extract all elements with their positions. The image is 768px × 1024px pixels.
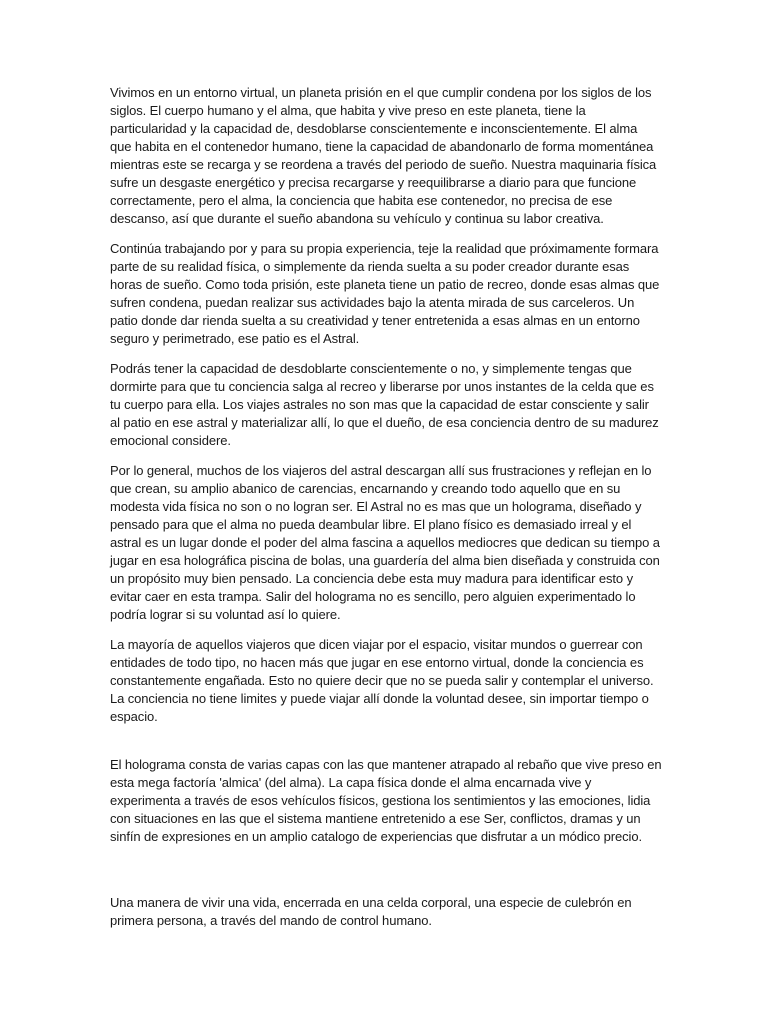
paragraph-1: Vivimos en un entorno virtual, un planeta prisión en el que cumplir condena por los siglos de los siglos. El cuerpo humano y el alma, que habita y vive preso en este planeta, tiene la particularidad y la capacidad de, desdoblarse conscientemente e inconscientemente. El alma que habita en el contenedor humano, tiene la capacidad de abandonarlo de forma momentánea mientras este se recarga y se reordena a través del periodo de sueño. Nuestra maquinaria física sufre un desgaste energético y precisa recargarse y reequilibrarse a diario para que funcione correctamente, pero el alma, la conciencia que habita ese contenedor, no precisa de ese descanso, así que durante el sueño abandona su vehículo y continua su labor creativa. (110, 85, 657, 226)
paragraph-5: La mayoría de aquellos viajeros que dicen viajar por el espacio, visitar mundos o guerrear con entidades de todo tipo, no hacen más que jugar en ese entorno virtual, donde la conciencia es constantemente engañada. Esto no quiere decir que no se pueda salir y contemplar el universo. La conciencia no tiene limites y puede viajar allí donde la voluntad desee, sin importar tiempo o espacio. (110, 637, 654, 724)
paragraph-7: Una manera de vivir una vida, encerrada en una celda corporal, una especie de culebrón en primera persona, a través del mando de control humano. (110, 895, 632, 928)
paragraph-4: Por lo general, muchos de los viajeros del astral descargan allí sus frustraciones y reflejan en lo que crean, su amplio abanico de carencias, encarnando y creando todo aquello que en su modesta vida física no son o no logran ser. El Astral no es mas que un holograma, diseñado y pensado para que el alma no pueda deambular libre. El plano físico es demasiado irreal y el astral es un lugar donde el poder del alma fascina a aquellos mediocres que dedican su tiempo a jugar en esa holográfica piscina de bolas, una guardería del alma bien diseñada y construida con un propósito muy bien pensado. La conciencia debe esta muy madura para identificar esto y evitar caer en esta trampa. Salir del holograma no es sencillo, pero alguien experimentado lo podría lograr si su voluntad así lo quiere. (110, 463, 660, 622)
paragraph-6: El holograma consta de varias capas con las que mantener atrapado al rebaño que vive preso en esta mega factoría 'almica' (del alma). La capa física donde el alma encarnada vive y experimenta a través de esos vehículos físicos, gestiona los sentimientos y las emociones, lidia con situaciones en las que el sistema mantiene entretenido a ese Ser, conflictos, dramas y un sinfín de expresiones en un amplio catalogo de experiencias que disfrutar a un módico precio. (110, 757, 662, 844)
paragraph-2: Continúa trabajando por y para su propia experiencia, teje la realidad que próximamente formara parte de su realidad física, o simplemente da rienda suelta a su poder creador durante esas horas de sueño. Como toda prisión, este planeta tiene un patio de recreo, donde esas almas que sufren condena, puedan realizar sus actividades bajo la atenta mirada de sus carceleros. Un patio donde dar rienda suelta a su creatividad y tener entretenida a esas almas en un entorno seguro y perimetrado, ese patio es el Astral. (110, 241, 660, 346)
paragraph-3: Podrás tener la capacidad de desdoblarte conscientemente o no, y simplemente tengas que dormirte para que tu conciencia salga al recreo y liberarse por unos instantes de la celda que es tu cuerpo para ella. Los viajes astrales no son mas que la capacidad de estar consciente y salir al patio en ese astral y materializar allí, lo que el dueño, de esa conciencia dentro de su madurez emocional considere. (110, 361, 659, 448)
document-page (110, 84, 662, 930)
